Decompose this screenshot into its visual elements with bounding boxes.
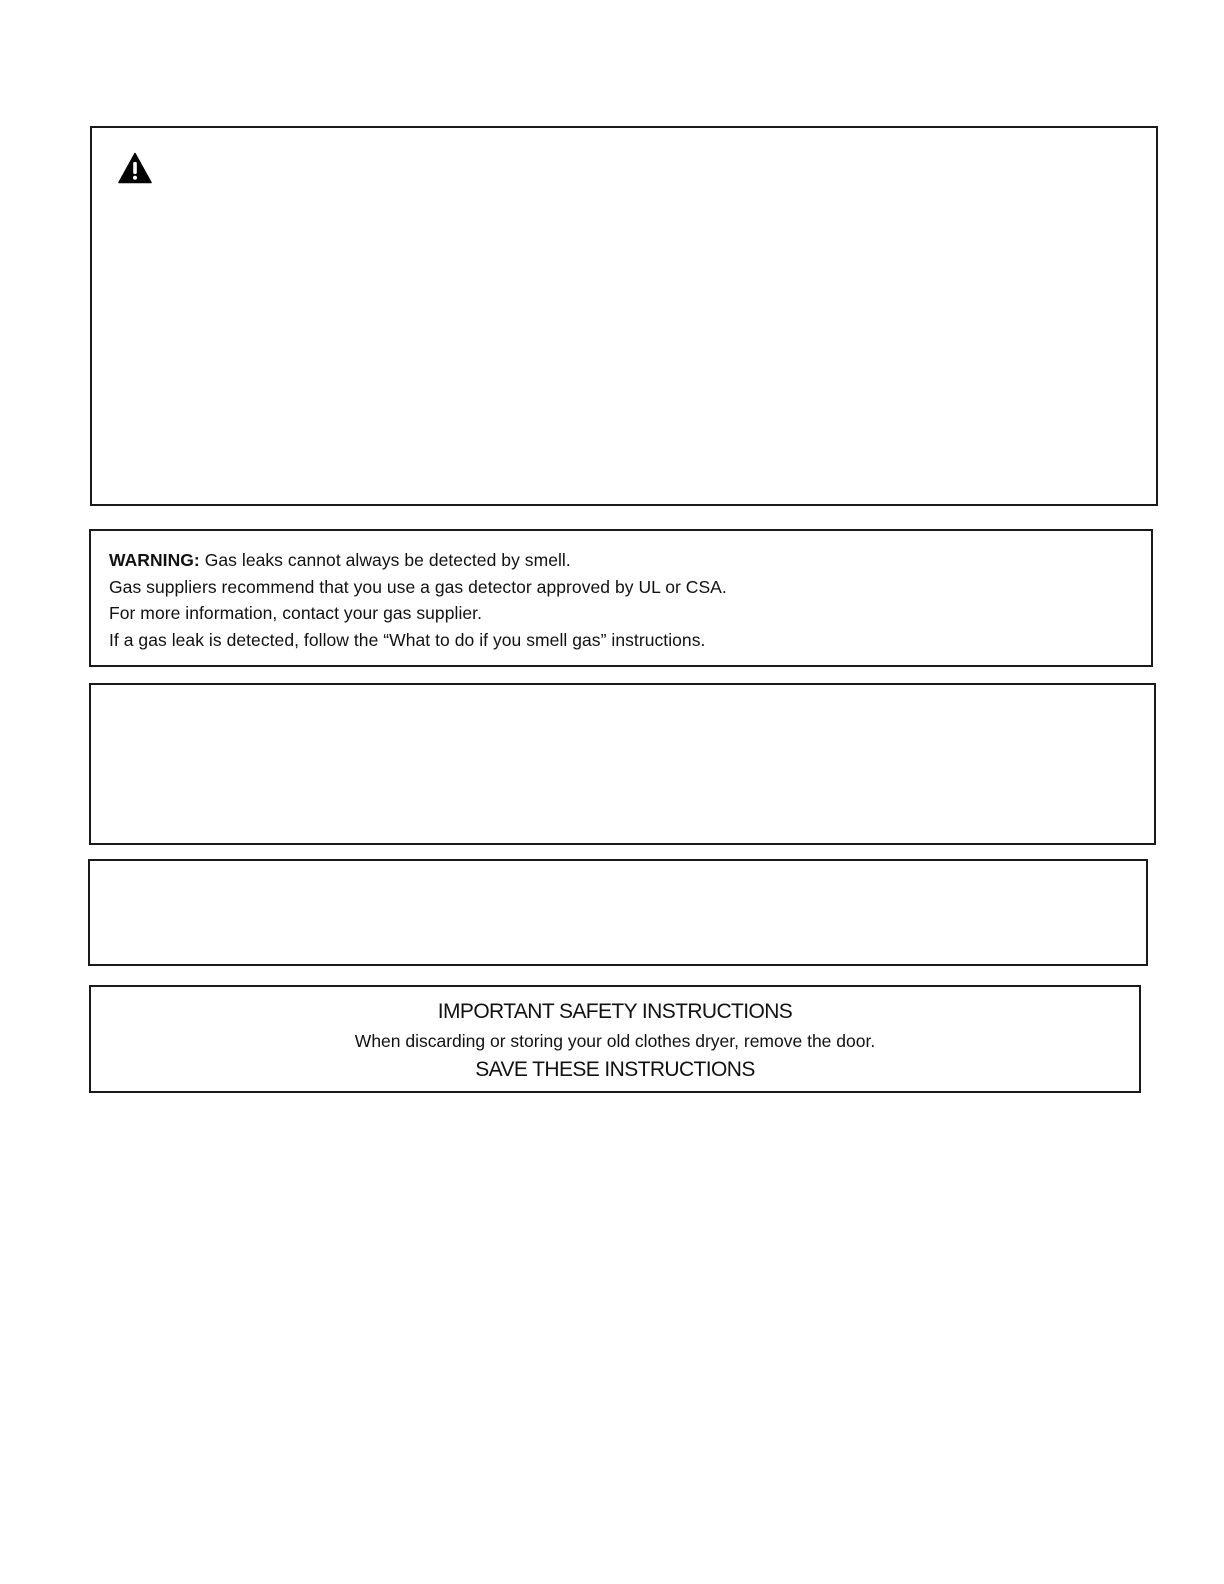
empty-notice-box-2 xyxy=(88,859,1148,966)
safety-title: IMPORTANT SAFETY INSTRUCTIONS xyxy=(437,1000,793,1023)
empty-notice-box xyxy=(89,683,1156,845)
warning-triangle-icon xyxy=(118,152,152,184)
safety-body-text: When discarding or storing your old clothes dryer, remove the door. xyxy=(354,1031,876,1051)
warning-label: WARNING: xyxy=(109,550,200,570)
gas-warning-line-3: For more information, contact your gas supplier. xyxy=(109,603,482,624)
hazard-warning-box xyxy=(90,126,1158,506)
gas-warning-line-1 xyxy=(109,547,1133,574)
safety-instructions-box xyxy=(89,985,1141,1093)
gas-warning-line-2: Gas suppliers recommend that you use a gas detector approved by UL or CSA. xyxy=(109,576,727,597)
save-instructions-heading: SAVE THESE INSTRUCTIONS xyxy=(475,1058,755,1081)
gas-warning-line-4: If a gas leak is detected, follow the “What to do if you smell gas” instructions. xyxy=(109,630,706,651)
gas-warning-line-1-text: Gas leaks cannot always be detected by smell. xyxy=(199,550,571,570)
gas-leak-warning-box xyxy=(89,529,1153,667)
